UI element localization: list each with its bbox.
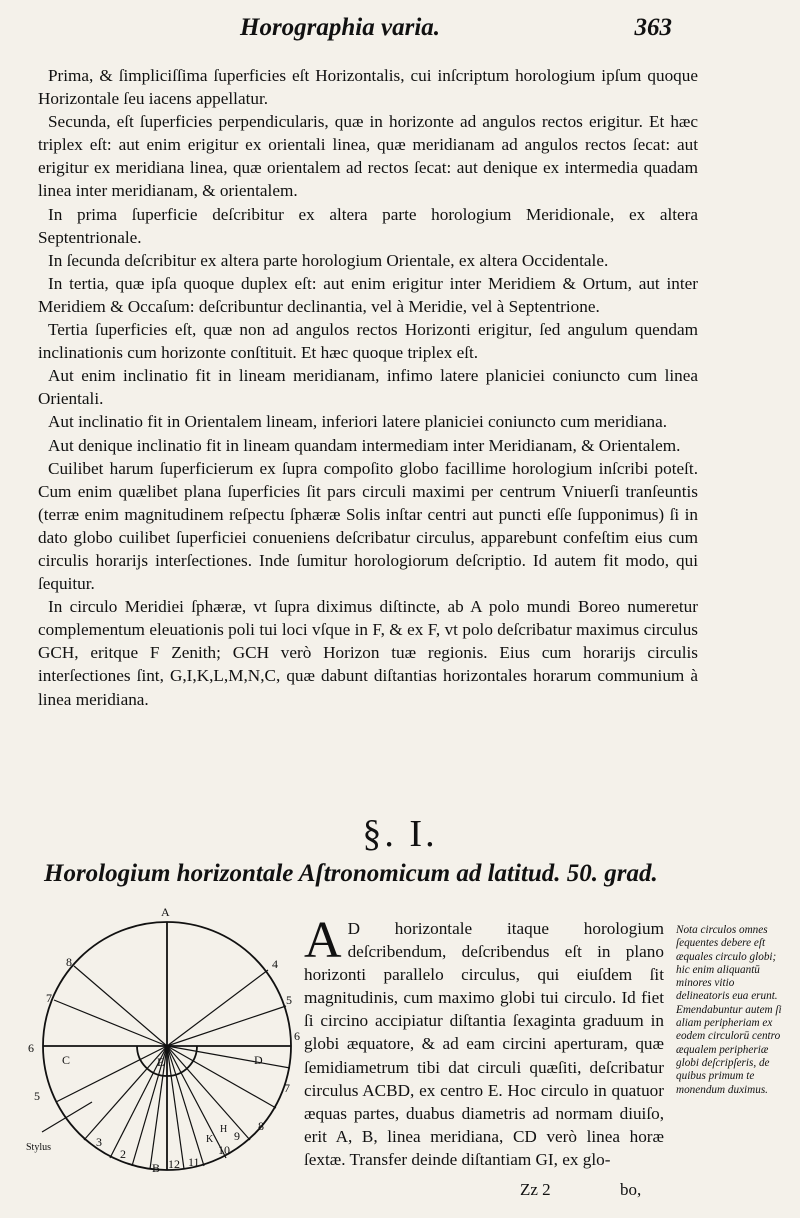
label-k: K xyxy=(206,1134,214,1145)
main-text xyxy=(38,64,698,711)
label-b: B xyxy=(152,1161,161,1175)
paragraph: Cuilibet harum ſuperficierum ex ſupra compoſito globo facillime horologium inſcribi poteſt. Cum enim quælibet plana ſuperficies ſit pars circuli maximi per centrum Vniuerſi tranſeuntis (terræ enim magnitudinem reſpectu ſphæræ Solis inſtar centri aut puncti eſſe ſupponimus) ſi in dato globo cuilibet ſuperficiei conueniens deſcribatur circulus, apparebunt confeſtim eius cum circulis horarijs interſectiones. Inde ſumitur horologiorum deſcriptio. Id autem fit modo, qui ſequitur. xyxy=(38,458,698,594)
signature-mark: Zz 2 xyxy=(520,1180,551,1199)
paragraph: In prima ſuperficie deſcribitur ex altera parte horologium Meridionale, ex altera Septentrionale. xyxy=(38,204,698,247)
label-hour: 7 xyxy=(46,991,52,1005)
label-hour: 9 xyxy=(234,1129,240,1143)
paragraph: Aut denique inclinatio fit in lineam quandam intermediam inter Meridianam, & Orientalem. xyxy=(48,435,681,455)
label-hour: 4 xyxy=(272,957,278,971)
paragraph: In tertia, quæ ipſa quoque duplex eſt: aut enim erigitur inter Meridiem & Ortum, aut inter Meridiem & Occaſum: deſcribuntur declinantia, vel à Meridie, vel à Septentrione. xyxy=(38,273,698,316)
label-hour: 8 xyxy=(258,1119,264,1133)
section-heading: §. I. xyxy=(362,813,438,855)
paragraph: Secunda, eſt ſuperficies perpendicularis, quæ in horizonte ad angulos rectos erigitur. Et hæc triplex eſt: aut enim erigitur ex orientali linea, quæ meridianam ad angulos rectos ſecat: aut erigitur ex meridiana linea, quæ orientalem ad rectos ſecat: aut denique ex intermedia quadam linea inter meridianam, & orientalem. xyxy=(38,112,698,201)
paragraph: Prima, & ſimpliciſſima ſuperficies eſt Horizontalis, cui inſcriptum horologium ipſum quoque Horizontale ſeu iacens appellatur. xyxy=(38,66,698,109)
label-c: C xyxy=(62,1053,71,1067)
sundial-diagram xyxy=(22,888,312,1178)
label-h: H xyxy=(220,1124,228,1135)
catchword: bo, xyxy=(620,1180,642,1199)
paragraph: In circulo Meridiei ſphæræ, vt ſupra diximus diſtincte, ab A polo mundi Boreo numeretur complementum eleuationis poli tui loci vſque in F, & ex F, vt polo deſcribatur maximus circulus GCH, eritque F Zenith; GCH verò Horizon tuæ regionis. Eius cum horarijs circulis interſectiones ſint, G,I,K,L,M,N,C, quæ dabunt diſtantias horizontales horarum communium à linea meridiana. xyxy=(38,597,698,709)
label-hour: 7 xyxy=(284,1081,290,1095)
label-hour: 11 xyxy=(188,1155,200,1169)
marginal-note: Nota circulos omnes ſequentes debere eſt æquales circulo globi; hic enim aliquantū minores vitio delineatoris eua erunt. Emendabuntur autem ſi aliam peripheriam ex eodem circulorū centro æqualem peripheriæ globi deſcripſeris, de quibus primum te monendum duximus. xyxy=(676,924,782,1096)
label-hour: 10 xyxy=(218,1143,230,1157)
paragraph: Aut inclinatio fit in Orientalem lineam, inferiori latere planiciei coniuncto cum meridiana. xyxy=(48,412,668,432)
page-number: 363 xyxy=(634,14,672,41)
label-hour: 2 xyxy=(120,1147,126,1161)
page-header xyxy=(0,12,800,48)
label-hour: 5 xyxy=(286,993,292,1007)
sundial-svg xyxy=(22,888,312,1178)
drop-cap: A xyxy=(304,912,342,969)
label-d: D xyxy=(254,1053,263,1067)
paragraph: In ſecunda deſcribitur ex altera parte horologium Orientale, ex altera Occidentale. xyxy=(48,250,609,270)
figure-paragraph: D horizontale itaque horologium deſcribendum, deſcribendus eſt in plano horizonti parallelo circulus, qui eiuſdem ſit magnitudinis, cum maximo globi tui circulo. Id fiet ſi circino accipiatur diſtantia ſexaginta graduum in globi æquatore, & ad eam circini aperturam, quæ ſemidiametrum tibi dat circuli quæſiti, deſcribatur circulus ACBD, ex centro E. Hoc circulo in quatuor æquas partes, duabus diametris ad normam diuiſo, erit A, B, linea meridiana, CD verò linea horæ ſextæ. Transfer deinde diſtantiam GI, ex glo- xyxy=(304,919,664,1169)
label-stylus: Stylus xyxy=(26,1142,52,1153)
figure-text xyxy=(304,912,664,1171)
label-a: A xyxy=(161,905,170,919)
running-title: Horographia varia. xyxy=(240,14,441,41)
label-hour: 3 xyxy=(96,1135,102,1149)
label-e: E xyxy=(157,1055,165,1069)
label-hour: 6 xyxy=(294,1029,300,1043)
label-hour: 6 xyxy=(28,1041,34,1055)
paragraph: Tertia ſuperficies eſt, quæ non ad angulos rectos Horizonti erigitur, ſed angulum quendam inclinationis cum horizonte conſtituit. Et hæc quoque triplex eſt. xyxy=(38,320,698,363)
figure-title: Horologium horizontale Aſtronomicum ad latitud. 50. grad. xyxy=(44,860,658,887)
label-hour: 12 xyxy=(168,1157,180,1171)
label-hour: 8 xyxy=(66,955,72,969)
label-hour: 5 xyxy=(34,1089,40,1103)
paragraph: Aut enim inclinatio fit in lineam meridianam, infimo latere planiciei coniuncto cum linea Orientali. xyxy=(38,366,698,409)
